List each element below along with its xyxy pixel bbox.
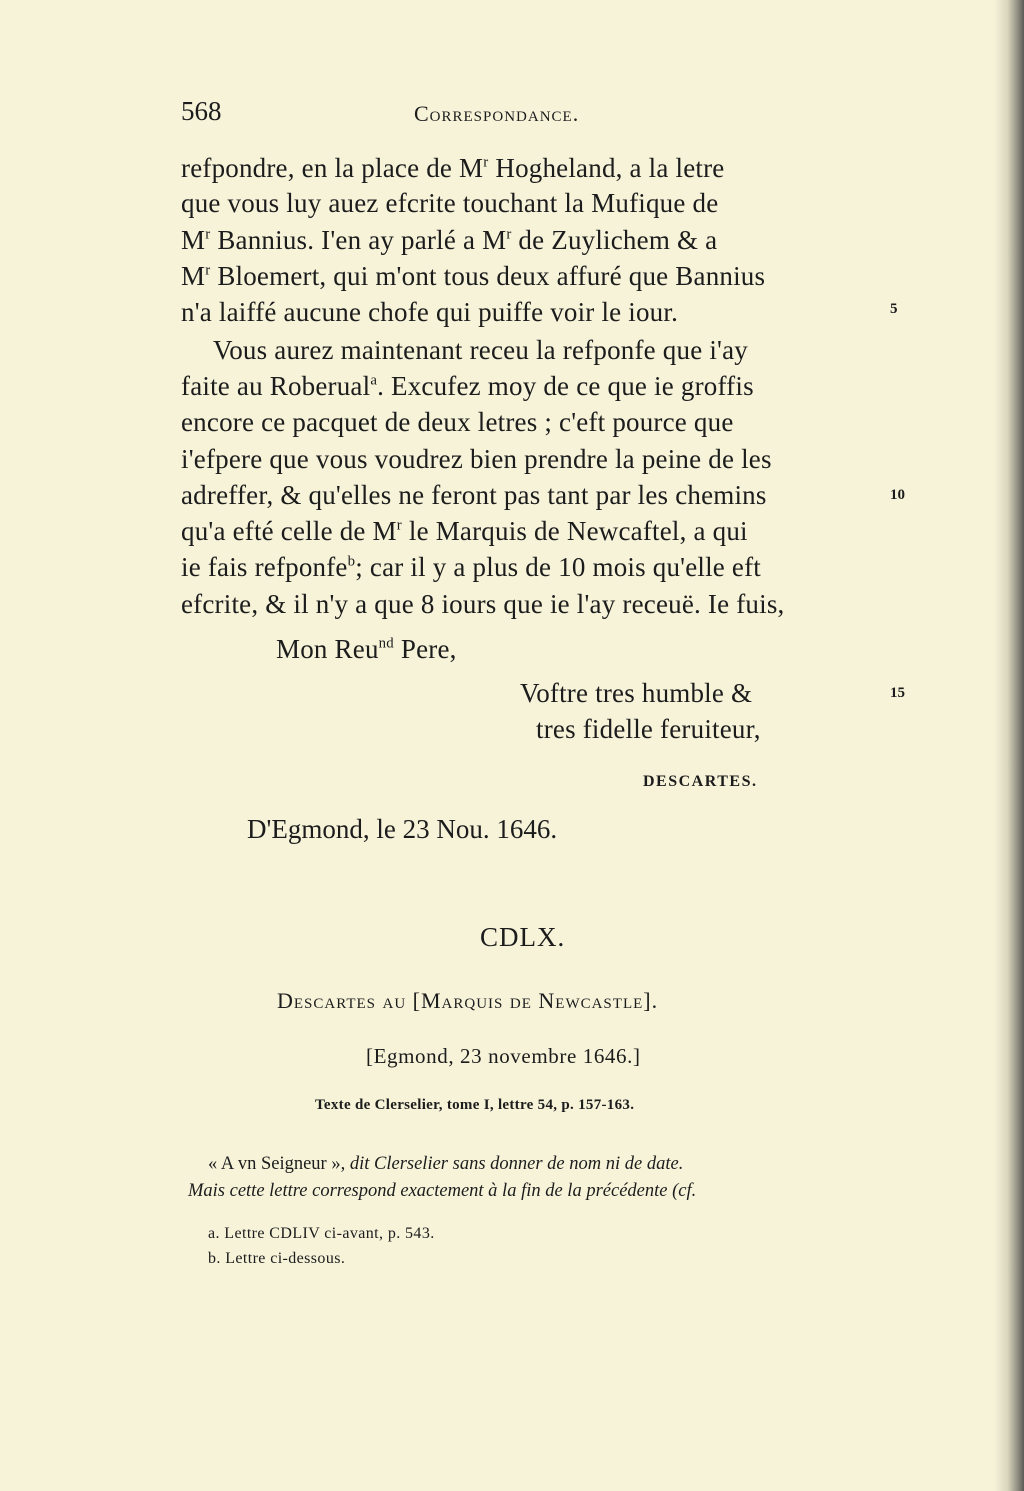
line-number: 5	[890, 301, 898, 317]
footnote: a. Lettre CDLIV ci-avant, p. 543.	[208, 1225, 435, 1242]
text-line: adreffer, & qu'elles ne feront pas tant par les chemins	[181, 480, 767, 510]
valediction: Voftre tres humble &	[520, 678, 753, 708]
page-edge	[994, 0, 1024, 1491]
editorial-note: « A vn Seigneur », dit Clerselier sans donner de nom ni de date.	[208, 1154, 684, 1174]
signature: DESCARTES.	[643, 773, 758, 790]
line-number: 10	[890, 487, 905, 503]
text-line: qu'a efté celle de $M^r$ le Marquis de Newcaftel, a qui	[181, 516, 748, 546]
text-line: Vous aurez maintenant receu la refponfe que i'ay	[213, 335, 748, 365]
text-line: efcrite, & il n'y a que 8 iours que ie l'ay receuë. Ie fuis,	[181, 589, 785, 619]
text-line: $M^r$ Bannius. I'en ay parlé a $M^r$ de Zuylichem & a	[181, 225, 718, 255]
text-line: que vous luy auez efcrite touchant la Mufique de	[181, 188, 719, 218]
salutation: Mon Reu$^{nd}$ Pere,	[276, 634, 457, 664]
letter-dateline: [Egmond, 23 novembre 1646.]	[366, 1044, 641, 1068]
text-line: refpondre, en la place de $M^r$ Hogheland, a la letre	[181, 153, 725, 183]
source-reference: Texte de Clerselier, tome I, lettre 54, p. 157-163.	[315, 1097, 635, 1113]
valediction: tres fidelle feruiteur,	[536, 714, 761, 744]
running-title: Correspondance.	[414, 101, 580, 126]
text-line: faite au Roberual$^a$. Excufez moy de ce que ie groffis	[181, 371, 754, 401]
text-line: ie fais refponfe$^b$; car il y a plus de 10 mois qu'elle eft	[181, 552, 762, 582]
text-line: $M^r$ Bloemert, qui m'ont tous deux affuré que Bannius	[181, 261, 766, 291]
editorial-note: Mais cette lettre correspond exactement à la fin de la précédente (cf.	[188, 1181, 697, 1201]
line-number: 15	[890, 685, 905, 701]
text-line: i'efpere que vous voudrez bien prendre la peine de les	[181, 444, 772, 474]
text-line: n'a laiffé aucune chofe qui puiffe voir le iour.	[181, 297, 679, 327]
page-number: 568	[181, 96, 222, 126]
text-line: encore ce pacquet de deux letres ; c'eft pource que	[181, 407, 734, 437]
letter-number: CDLX.	[480, 922, 566, 952]
footnote: b. Lettre ci-dessous.	[208, 1250, 346, 1267]
letter-date: D'Egmond, le 23 Nou. 1646.	[247, 814, 558, 844]
letter-title: Descartes au [Marquis de Newcastle].	[277, 988, 659, 1013]
